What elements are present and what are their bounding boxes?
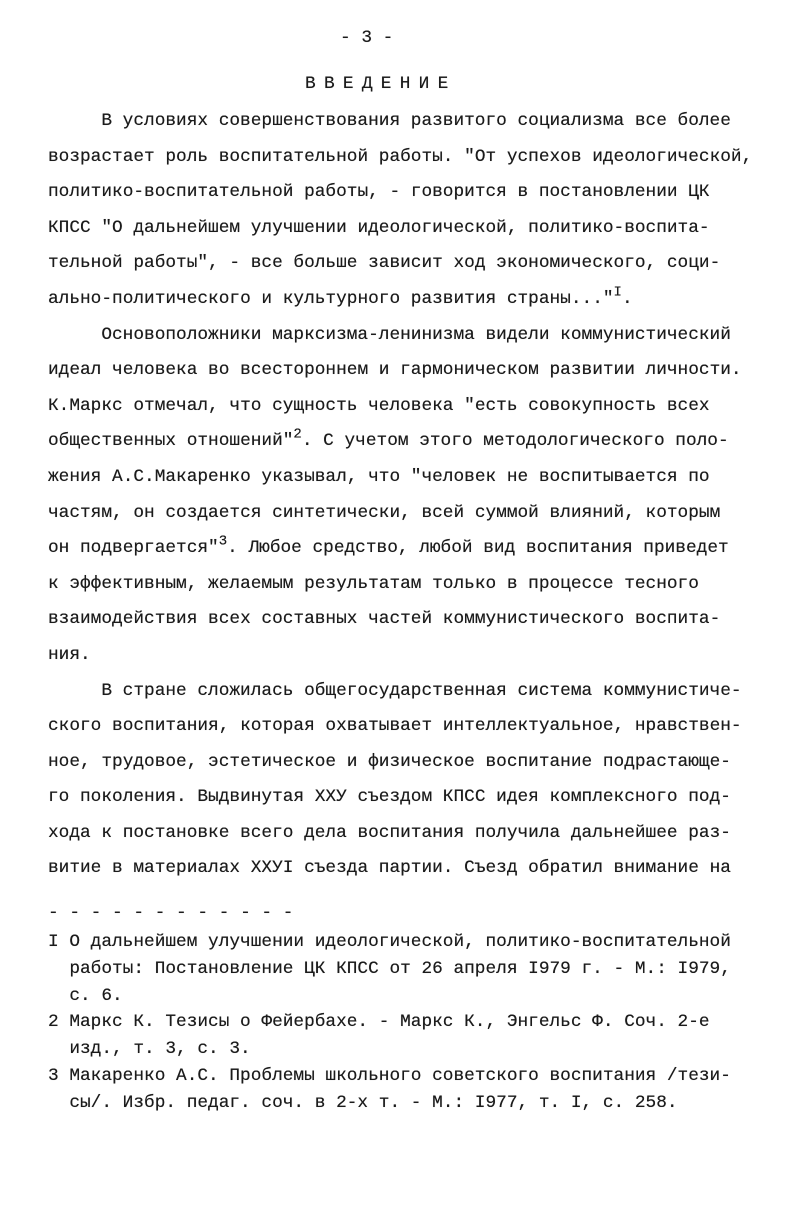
body-line: витие в материалах ХХУI съезда партии. Съезд обратил внимание на <box>48 858 731 879</box>
body-line: тельной работы", - все больше зависит ход экономического, соци- <box>48 253 721 274</box>
body-line <box>48 531 752 567</box>
body-line: ное, трудовое, эстетическое и физическое воспитание подрастающе- <box>48 751 731 772</box>
body-line: возрастает роль воспитательной работы. "От успехов идеологической, <box>48 146 753 167</box>
section-heading: В В Е Д Е Н И Е <box>305 74 448 94</box>
body-line: В стране сложилась общегосударственная система коммунистиче- <box>101 680 742 701</box>
footnote-1 <box>48 929 731 1009</box>
body-line: В условиях совершенствования развитого социализма все более <box>101 111 731 131</box>
footnote-text <box>69 929 731 1009</box>
line-text: . Любое средство, любой вид воспитания приведет <box>227 538 729 559</box>
line-text: он подвергается" <box>48 538 219 559</box>
body-line: го поколения. Выдвинутая ХХУ съездом КПСС идея комплексного под- <box>48 787 731 808</box>
line-text: . С учетом этого методологического поло- <box>301 431 729 452</box>
page-number: - 3 - <box>340 28 394 48</box>
paragraph-3 <box>48 674 752 888</box>
paragraph-1 <box>48 104 752 318</box>
footnote-line: с. 6. <box>69 985 123 1006</box>
body-line: идеал человека во всестороннем и гармоническом развитии личности. <box>48 360 742 381</box>
paragraph-2 <box>48 318 752 674</box>
body-line: хода к постановке всего дела воспитания получила дальнейшее раз- <box>48 822 731 843</box>
body-line <box>48 282 752 318</box>
footnote-text <box>69 1009 709 1063</box>
body-line: взаимодействия всех составных частей коммунистического воспита- <box>48 609 721 630</box>
footnote-marker: 2 <box>48 1012 59 1033</box>
body-line: К.Маркс отмечал, что сущность человека "есть совокупность всех <box>48 395 710 416</box>
footnote-marker: 3 <box>48 1065 59 1086</box>
body-line: к эффективным, желаемым результатам только в процессе тесного <box>48 573 699 594</box>
body-line: Основоположники марксизма-ленинизма видели коммунистический <box>101 324 731 345</box>
footnote-reference: 2 <box>293 426 302 443</box>
footnote-line: О дальнейшем улучшении идеологической, политико-воспитательной <box>69 932 731 952</box>
body-line <box>48 424 752 460</box>
footnote-2 <box>48 1009 731 1063</box>
footnotes <box>48 929 731 1117</box>
footnote-3 <box>48 1063 731 1117</box>
body-line: жения А.С.Макаренко указывал, что "человек не воспитывается по <box>48 466 710 487</box>
line-text: ально-политического и культурного развития страны..." <box>48 288 614 309</box>
footnote-separator: - - - - - - - - - - - - <box>48 903 294 923</box>
footnote-line: изд., т. 3, с. 3. <box>69 1039 251 1060</box>
body-line: ния. <box>48 644 91 665</box>
footnote-marker: I <box>48 932 59 952</box>
footnote-line: сы/. Избр. педаг. соч. в 2-х т. - М.: I977, т. I, с. 258. <box>69 1092 678 1113</box>
footnote-reference: I <box>613 284 622 301</box>
footnote-line: Маркс К. Тезисы о Фейербахе. - Маркс К., Энгельс Ф. Соч. 2-е <box>69 1012 710 1033</box>
body-line: КПСС "О дальнейшем улучшении идеологической, политико-воспита- <box>48 217 710 238</box>
footnote-line: работы: Постановление ЦК КПСС от 26 апреля I979 г. - М.: I979, <box>69 958 731 979</box>
main-text <box>48 104 752 887</box>
footnote-reference: 3 <box>218 533 228 550</box>
footnote-text <box>69 1063 731 1117</box>
body-line: политико-воспитательной работы, - говорится в постановлении ЦК <box>48 182 710 203</box>
body-line: частям, он создается синтетически, всей суммой влияний, которым <box>48 502 721 523</box>
line-text: . <box>621 288 633 309</box>
line-text: общественных отношений" <box>48 431 294 452</box>
footnote-line: Макаренко А.С. Проблемы школьного советского воспитания /тези- <box>69 1065 731 1086</box>
body-line: ского воспитания, которая охватывает интеллектуальное, нравствен- <box>48 716 742 737</box>
